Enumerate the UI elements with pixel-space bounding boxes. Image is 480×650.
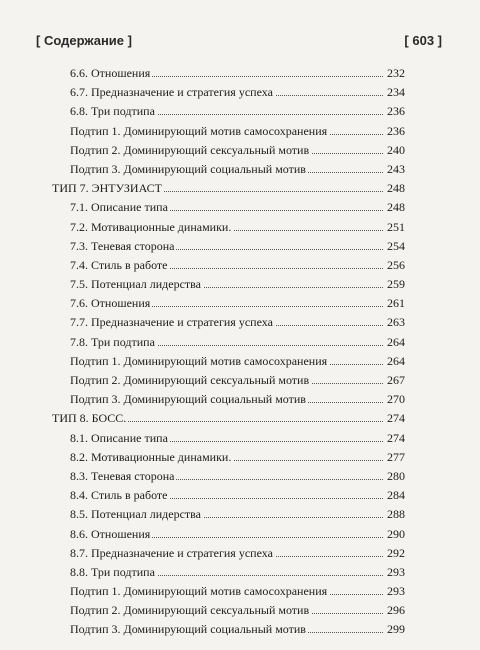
- toc-entry-page: 267: [384, 371, 405, 390]
- toc-subtype: [70, 601, 405, 620]
- toc-entry-page: 270: [384, 390, 405, 409]
- toc-entry: [70, 429, 405, 448]
- toc-entry-page: 264: [384, 352, 405, 371]
- toc-entry-page: 236: [384, 122, 405, 141]
- toc-entry: [70, 256, 405, 275]
- toc-entry-title: 8.3. Теневая сторона: [70, 468, 175, 483]
- toc-entry-title: 7.4. Стиль в работе: [70, 257, 168, 272]
- toc-chapter: [52, 409, 405, 428]
- toc-entry-title: Подтип 1. Доминирующий мотив самосохранения: [70, 123, 328, 138]
- toc-entry-page: 277: [384, 448, 405, 467]
- toc-chapter: [52, 179, 405, 198]
- toc-entry: [70, 563, 405, 582]
- toc-entry-title: Подтип 1. Доминирующий мотив самосохранения: [70, 584, 328, 599]
- toc-entry-page: 293: [384, 582, 405, 601]
- page-number: [ 603 ]: [404, 33, 442, 48]
- toc-entry-title: 8.4. Стиль в работе: [70, 488, 168, 503]
- toc-entry-title: 7.6. Отношения: [70, 296, 151, 311]
- toc-entry: [70, 237, 405, 256]
- toc-entry-page: 236: [384, 102, 405, 121]
- toc-entry-page: 240: [384, 141, 405, 160]
- toc-entry-title: 8.7. Предназначение и стратегия успеха: [70, 545, 273, 560]
- toc-entry-title: 8.5. Потенциал лидерства: [70, 507, 202, 522]
- toc-entry-title: 7.7. Предназначение и стратегия успеха: [70, 315, 273, 330]
- toc-entry-title: 6.8. Три подтипа: [70, 104, 155, 119]
- toc-entry-title: 8.2. Мотивационные динамики.: [70, 449, 232, 464]
- toc-entry-title: 6.7. Предназначение и стратегия успеха: [70, 85, 273, 100]
- toc-entry: [70, 486, 405, 505]
- toc-entry-title: 7.2. Мотивационные динамики.: [70, 219, 232, 234]
- toc-entry-title: Подтип 2. Доминирующий сексуальный мотив: [70, 373, 310, 387]
- section-title: [ Содержание ]: [36, 33, 132, 48]
- toc-entry: [70, 198, 405, 217]
- toc-subtype: [70, 620, 405, 639]
- toc-entry: [70, 313, 405, 332]
- toc-entry-page: 274: [384, 429, 405, 448]
- toc-entry-title: 8.1. Описание типа: [70, 430, 168, 445]
- toc-entry-title: ТИП 8. БОСС.: [52, 411, 127, 426]
- toc-entry-page: 292: [384, 544, 405, 563]
- toc-entry-title: Подтип 1. Доминирующий мотив самосохранения: [70, 353, 328, 368]
- toc-entry-page: 248: [384, 198, 405, 217]
- toc-entry: [70, 102, 405, 121]
- toc-entry-page: 264: [384, 333, 405, 352]
- toc-entry: [70, 333, 405, 352]
- toc-entry-page: 274: [384, 409, 405, 428]
- toc-entry-page: 293: [384, 563, 405, 582]
- toc-subtype: [70, 352, 405, 371]
- toc-entry-page: 256: [384, 256, 405, 275]
- toc-entry-page: 263: [384, 313, 405, 332]
- toc-entry-page: 251: [384, 218, 405, 237]
- toc-entry-title: 7.3. Теневая сторона: [70, 238, 175, 253]
- toc-entry-title: Подтип 2. Доминирующий сексуальный мотив: [70, 142, 310, 157]
- toc-subtype: [70, 582, 405, 601]
- toc-entry-title: 7.1. Описание типа: [70, 200, 168, 215]
- toc-entry: [70, 544, 405, 563]
- toc-entry: [70, 275, 405, 294]
- toc-entry-page: 280: [384, 467, 405, 486]
- page-header: [36, 33, 442, 53]
- toc-entry-page: 290: [384, 525, 405, 544]
- toc-entry-title: 8.8. Три подтипа: [70, 564, 155, 579]
- toc-entry-title: Подтип 3. Доминирующий социальный мотив: [70, 392, 306, 407]
- toc-entry-page: 259: [384, 275, 405, 294]
- toc-entry-title: 6.6. Отношения: [70, 66, 151, 80]
- toc-entry: [70, 525, 405, 544]
- toc-entry-title: Подтип 2. Доминирующий сексуальный мотив: [70, 603, 310, 618]
- toc-entry-title: ТИП 7. ЭНТУЗИАСТ: [52, 181, 162, 196]
- toc-entry-title: 7.5. Потенциал лидерства: [70, 277, 202, 292]
- toc-subtype: [70, 390, 405, 409]
- toc-entry: [70, 294, 405, 313]
- toc-entry-title: 8.6. Отношения: [70, 526, 151, 541]
- toc-entry: [70, 83, 405, 102]
- toc-subtype: [70, 122, 405, 141]
- toc-subtype: [70, 141, 405, 160]
- toc-entry: [70, 505, 405, 524]
- toc-entry-title: 7.8. Три подтипа: [70, 334, 155, 349]
- toc-entry: [70, 218, 405, 237]
- toc-entry: [70, 64, 405, 83]
- toc-entry-title: Подтип 3. Доминирующий социальный мотив: [70, 622, 306, 637]
- toc-entry-page: 296: [384, 601, 405, 620]
- table-of-contents: [52, 64, 405, 640]
- toc-entry-page: 261: [384, 294, 405, 313]
- toc-entry-title: Подтип 3. Доминирующий социальный мотив: [70, 161, 306, 176]
- toc-entry: [70, 467, 405, 486]
- toc-entry-page: 248: [384, 179, 405, 198]
- toc-entry-page: 299: [384, 620, 405, 639]
- toc-entry-page: 288: [384, 505, 405, 524]
- toc-entry-page: 243: [384, 160, 405, 179]
- toc-subtype: [70, 160, 405, 179]
- toc-entry-page: 234: [384, 83, 405, 102]
- toc-entry-page: 284: [384, 486, 405, 505]
- toc-entry-page: 254: [384, 237, 405, 256]
- toc-entry: [70, 448, 405, 467]
- toc-entry-page: 232: [384, 64, 405, 83]
- toc-subtype: [70, 371, 405, 390]
